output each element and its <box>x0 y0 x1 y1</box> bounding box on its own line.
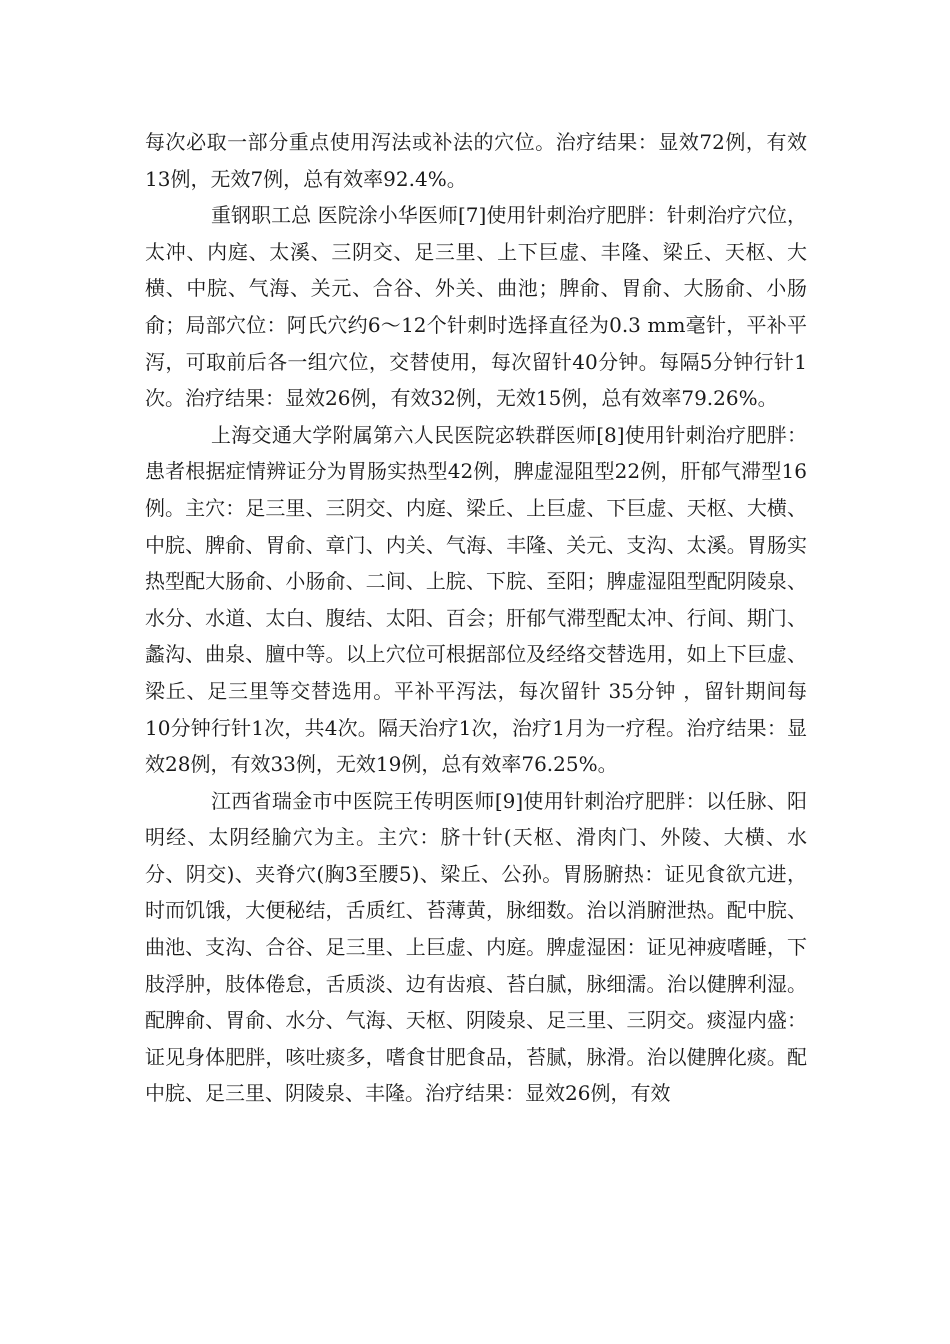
paragraph-2: 重钢职工总 医院涂小华医师[7]使用针刺治疗肥胖：针刺治疗穴位，太冲、内庭、太溪、三阴交、足三里、上下巨虚、丰隆、梁丘、天枢、大横、中脘、气海、关元、合谷、外关、曲池；脾俞、胃俞、大肠俞、小肠俞；局部穴位：阿氏穴约6～12个针刺时选择直径为0.3 mm毫针，平补平泻，可取前后各一组穴位，交替使用，每次留针40分钟。每隔5分钟行针1次。治疗结果：显效26例，有效32例，无效15例，总有效率79.26%。 <box>145 203 807 411</box>
body-text <box>145 124 807 1112</box>
paragraph-1: 每次必取一部分重点使用泻法或补法的穴位。治疗结果：显效72例，有效13例，无效7例，总有效率92.4%。 <box>145 130 807 191</box>
paragraph-4: 江西省瑞金市中医院王传明医师[9]使用针刺治疗肥胖：以任脉、阳明经、太阴经腧穴为主。主穴：脐十针(天枢、滑肉门、外陵、大横、水分、阴交)、夹脊穴(胸3至腰5)、梁丘、公孙。胃肠腑热：证见食欲亢进，时而饥饿，大便秘结，舌质红、苔薄黄，脉细数。治以消腑泄热。配中脘、曲池、支沟、合谷、足三里、上巨虚、内庭。脾虚湿困：证见神疲嗜睡，下肢浮肿，肢体倦怠，舌质淡、边有齿痕、苔白腻，脉细濡。治以健脾利湿。配脾俞、胃俞、水分、气海、天枢、阴陵泉、足三里、三阴交。痰湿内盛：证见身体肥胖，咳吐痰多，嗜食甘肥食品，苔腻，脉滑。治以健脾化痰。配中脘、足三里、阴陵泉、丰隆。治疗结果：显效26例，有效 <box>145 788 807 1106</box>
paragraph-3: 上海交通大学附属第六人民医院宓轶群医师[8]使用针刺治疗肥胖：患者根据症情辨证分为胃肠实热型42例，脾虚湿阻型22例，肝郁气滞型16例。主穴：足三里、三阴交、内庭、梁丘、上巨虚、下巨虚、天枢、大横、中脘、脾俞、胃俞、章门、内关、气海、丰隆、关元、支沟、太溪。胃肠实热型配大肠俞、小肠俞、二间、上脘、下脘、至阳；脾虚湿阻型配阴陵泉、水分、水道、太白、腹结、太阳、百会；肝郁气滞型配太冲、行间、期门、蠡沟、曲泉、膻中等。以上穴位可根据部位及经络交替选用，如上下巨虚、梁丘、足三里等交替选用。平补平泻法，每次留针 35分钟 ，留针期间每10分钟行针1次，共4次。隔天治疗1次，治疗1月为一疗程。治疗结果：显效28例，有效33例，无效19例，总有效率76.25%。 <box>145 422 807 777</box>
